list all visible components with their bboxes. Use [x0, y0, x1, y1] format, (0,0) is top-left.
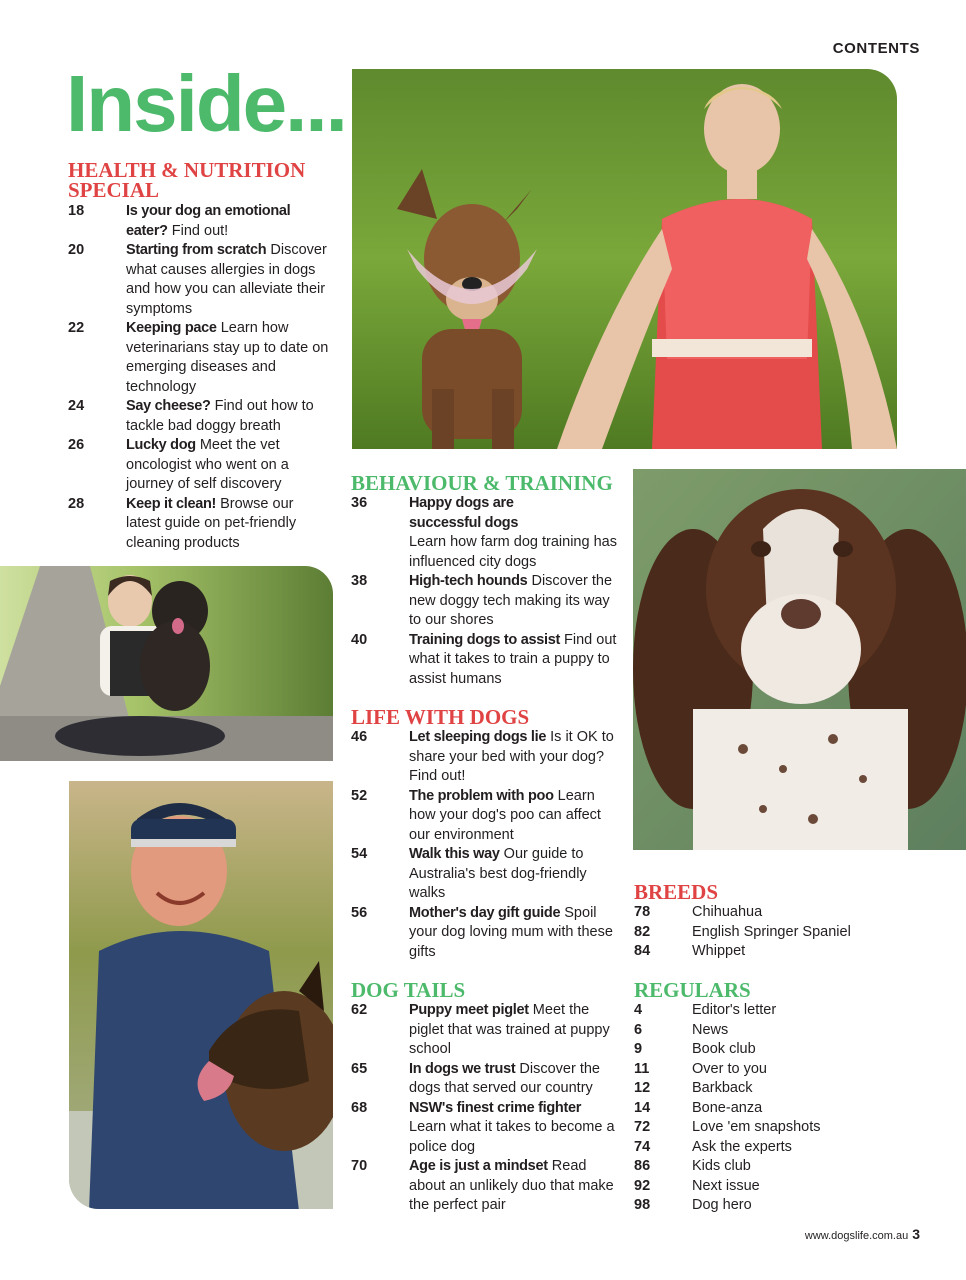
item-description: Whippet [692, 943, 746, 959]
item-description: Find out what it takes to train a puppy to assist humans [409, 631, 617, 687]
page-number: 9 [634, 1041, 643, 1057]
list-item[interactable] [634, 1138, 924, 1158]
page-number: 62 [351, 1002, 368, 1018]
list-item[interactable] [68, 397, 330, 436]
page-number: 36 [351, 495, 368, 511]
website-url[interactable]: www.dogslife.com.au [804, 1230, 909, 1242]
hero-photo-woman-with-dog [352, 69, 897, 449]
item-heading: Walk this way [409, 846, 500, 862]
photo-girl-with-poodle [0, 566, 333, 761]
item-heading: Let sleeping dogs lie [409, 729, 547, 745]
list-item[interactable] [634, 1099, 924, 1119]
list-item[interactable] [634, 1021, 924, 1041]
list-item[interactable] [68, 241, 330, 319]
regulars-entries [634, 1001, 924, 1216]
page-number: 52 [351, 787, 368, 804]
list-item[interactable] [351, 787, 619, 846]
page-number: 24 [68, 398, 85, 414]
page-number: 14 [634, 1099, 651, 1116]
page-number: 54 [351, 846, 368, 862]
item-description: Our guide to Australia's best dog-friendly walks [409, 846, 587, 901]
item-description: Book club [692, 1041, 756, 1057]
page-number: 98 [634, 1197, 651, 1213]
section-title-life: LIFE WITH DOGS [351, 705, 530, 729]
list-item[interactable] [351, 572, 617, 631]
page-number: 4 [634, 1002, 643, 1018]
item-description: News [692, 1021, 729, 1038]
page-number: 65 [351, 1060, 368, 1077]
item-description: Over to you [692, 1060, 767, 1077]
item-heading: Lucky dog [126, 437, 196, 453]
list-item[interactable] [351, 1157, 617, 1216]
list-item[interactable] [351, 631, 617, 690]
list-item[interactable] [634, 1196, 924, 1216]
item-heading: Is your dog an emotional eater? [126, 203, 291, 239]
item-heading: Starting from scratch [126, 242, 267, 258]
list-item[interactable] [634, 1118, 924, 1138]
page-number: 28 [68, 495, 85, 512]
page-number: 68 [351, 1099, 368, 1116]
item-heading: Age is just a mindset [409, 1158, 548, 1174]
list-item[interactable] [351, 1001, 617, 1060]
list-item[interactable] [634, 903, 924, 923]
item-description: Chihuahua [692, 904, 763, 920]
list-item[interactable] [634, 942, 924, 962]
item-description: Editor's letter [692, 1002, 777, 1018]
item-description: English Springer Spaniel [692, 923, 851, 940]
list-item[interactable] [634, 1177, 924, 1197]
page-number: 78 [634, 904, 651, 920]
list-item[interactable] [68, 202, 330, 241]
page-number: 82 [634, 923, 651, 940]
page-number: 11 [634, 1060, 650, 1077]
list-item[interactable] [634, 923, 924, 943]
item-description: Learn how veterinarians stay up to date on emerging diseases and technology [126, 320, 329, 395]
page-number: 84 [634, 943, 651, 959]
item-heading: In dogs we trust [409, 1060, 516, 1077]
list-item[interactable] [634, 1001, 924, 1021]
item-description: Kids club [692, 1158, 751, 1174]
list-item[interactable] [351, 728, 619, 787]
item-description: Read about an unlikely duo that make the perfect pair [409, 1158, 614, 1213]
list-item[interactable] [351, 494, 617, 572]
item-description: Barkback [692, 1080, 753, 1096]
item-description: Spoil your dog loving mum with these gifts [409, 904, 613, 960]
tails-entries [351, 1001, 617, 1216]
section-label: CONTENTS [832, 40, 920, 57]
section-title-regulars: REGULARS [634, 978, 751, 1002]
list-item[interactable] [68, 319, 330, 397]
item-description: Learn how your dog's poo can affect our environment [409, 787, 601, 843]
item-description: Meet the vet oncologist who went on a journey of self discovery [126, 437, 289, 492]
item-heading: Puppy meet piglet [409, 1002, 529, 1018]
page-number-footer: 3 [912, 1226, 920, 1242]
page-number: 46 [351, 729, 368, 745]
list-item[interactable] [634, 1040, 924, 1060]
item-description: Dog hero [692, 1197, 752, 1213]
item-description: Is it OK to share your bed with your dog? Find out! [409, 729, 614, 784]
item-heading: Keep it clean! [126, 495, 217, 512]
item-heading: The problem with poo [409, 787, 554, 804]
item-heading: Keeping pace [126, 320, 217, 336]
item-description: Learn what it takes to become a police dog [409, 1119, 615, 1155]
page-number: 86 [634, 1158, 651, 1174]
list-item[interactable] [351, 904, 619, 963]
list-item[interactable] [351, 1099, 617, 1158]
section-title-health: HEALTH & NUTRITION SPECIAL [68, 158, 306, 202]
page-title: Inside... [66, 59, 346, 148]
list-item[interactable] [634, 1079, 924, 1099]
list-item[interactable] [68, 495, 330, 554]
page-number: 56 [351, 904, 368, 921]
photo-police-officer-with-dog [69, 781, 333, 1209]
behaviour-entries [351, 494, 617, 689]
list-item[interactable] [351, 1060, 617, 1099]
item-description: Love 'em snapshots [692, 1119, 821, 1135]
page-number: 40 [351, 631, 368, 648]
item-description: Next issue [692, 1177, 760, 1194]
item-description: Discover the new doggy tech making its way to our shores [409, 573, 613, 628]
item-description: Bone-anza [692, 1099, 763, 1116]
item-description: Learn how farm dog training has influenced city dogs [409, 534, 617, 570]
item-heading: NSW's finest crime fighter [409, 1099, 582, 1116]
page-number: 70 [351, 1158, 368, 1174]
item-heading: High-tech hounds [409, 573, 528, 589]
item-description: Find out! [167, 222, 229, 239]
page-number: 92 [634, 1177, 651, 1194]
item-description: Discover what causes allergies in dogs and how you can alleviate their symptoms [126, 242, 327, 317]
item-description: Find out how to tackle bad doggy breath [126, 398, 314, 434]
page-number: 26 [68, 437, 85, 453]
item-heading: Training dogs to assist [409, 631, 561, 648]
page-number: 6 [634, 1021, 643, 1038]
item-description: Ask the experts [692, 1138, 792, 1155]
page-number: 74 [634, 1138, 651, 1155]
page-number: 72 [634, 1119, 651, 1135]
life-entries [351, 728, 619, 962]
page-number: 20 [68, 242, 85, 258]
section-title-breeds: BREEDS [634, 880, 719, 904]
item-description: Browse our latest guide on pet-friendly cleaning products [126, 495, 297, 551]
section-title-tails: DOG TAILS [351, 978, 466, 1002]
item-description: Meet the piglet that was trained at puppy school [409, 1002, 610, 1057]
page-number: 38 [351, 573, 368, 589]
breeds-entries [634, 903, 924, 962]
page-footer [805, 1226, 920, 1242]
section-title-behaviour: BEHAVIOUR & TRAINING [351, 471, 613, 495]
health-entries [68, 202, 330, 553]
item-description: Discover the dogs that served our country [409, 1060, 600, 1096]
photo-english-springer-spaniel [633, 469, 966, 850]
item-heading: Say cheese? [126, 398, 211, 414]
list-item[interactable] [634, 1060, 924, 1080]
page-number: 22 [68, 320, 85, 336]
item-heading: Mother's day gift guide [409, 904, 561, 921]
list-item[interactable] [634, 1157, 924, 1177]
page-number: 12 [634, 1080, 651, 1096]
item-heading: Happy dogs are successful dogs [409, 495, 519, 531]
list-item[interactable] [351, 845, 619, 904]
page-number: 18 [68, 203, 85, 219]
list-item[interactable] [68, 436, 330, 495]
